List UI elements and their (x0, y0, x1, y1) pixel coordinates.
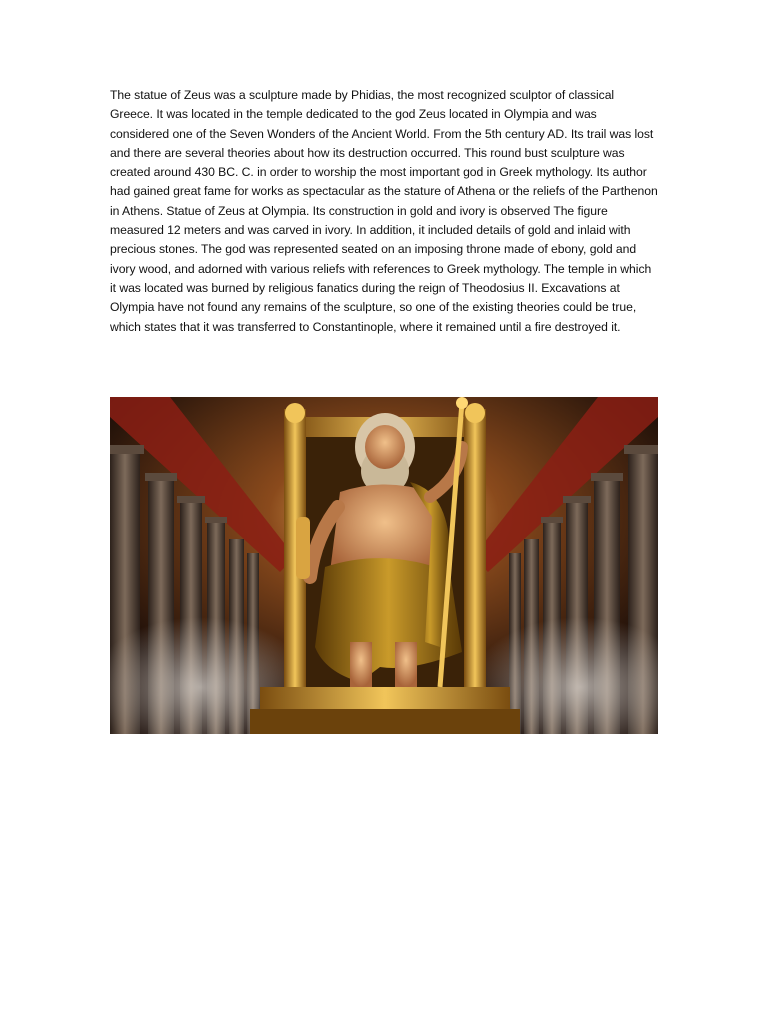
nike-statuette (296, 517, 310, 579)
scepter-top (456, 397, 468, 409)
body-paragraph: The statue of Zeus was a sculpture made by Phidias, the most recognized sculptor of classical Greece. It was located in the temple dedicated to the god Zeus located in Olympia and was considered one of the Seven Wonders of the Ancient World. From the 5th century AD. Its trail was lost and there are several theories about how its destruction occurred. This round bust sculpture was created around 430 BC. C. in order to worship the most important god in Greek mythology. Its author had gained great fame for works as spectacular as the stature of Athena or the reliefs of the Parthenon in Athens. Statue of Zeus at Olympia. Its construction in gold and ivory is observed The figure measured 12 meters and was carved in ivory. In addition, it included details of gold and inlaid with precious stones. The god was represented seated on an imposing throne made of ebony, gold and ivory wood, and adorned with various reliefs with references to Greek mythology. The temple in which it was located was burned by religious fanatics during the reign of Theodosius II. Excavations at Olympia have not found any remains of the sculpture, so one of the existing theories could be true, which states that it was transferred to Constantinople, where it remained until a fire destroyed it. (110, 88, 658, 334)
zeus-statue-illustration (110, 397, 658, 734)
